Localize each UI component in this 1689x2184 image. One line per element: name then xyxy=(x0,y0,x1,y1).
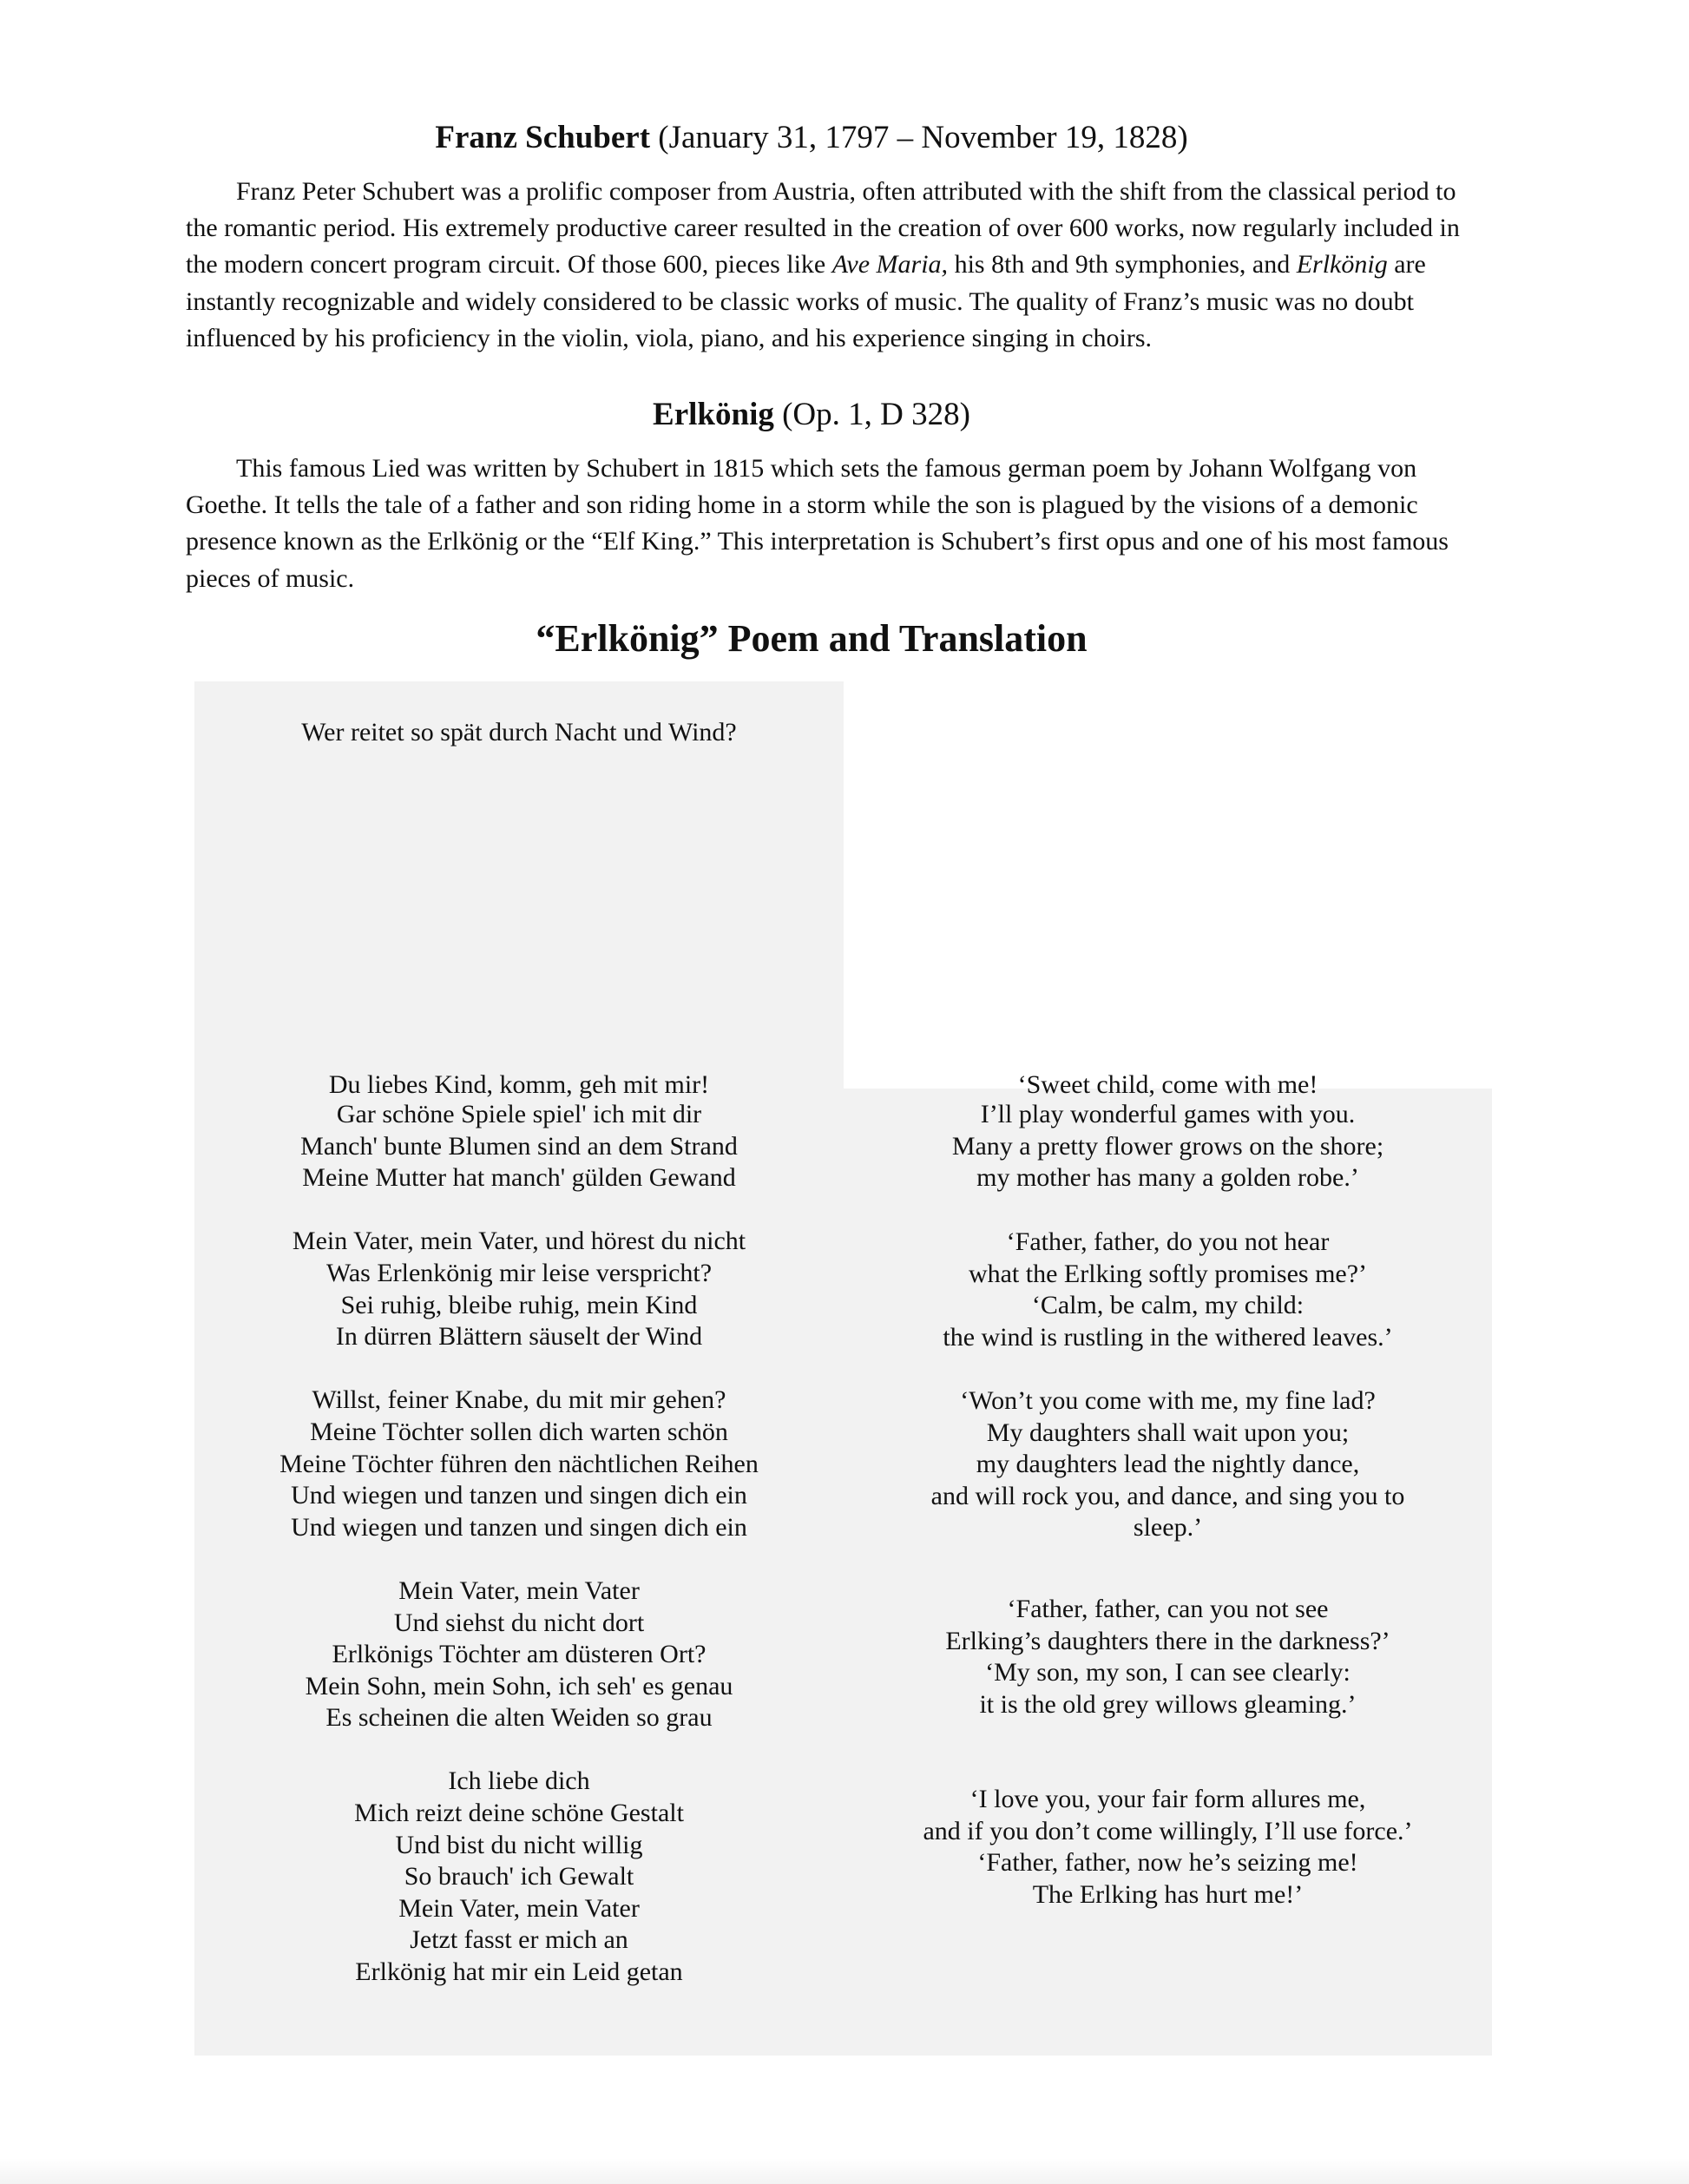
poem-line: Meine Mutter hat manch' gülden Gewand xyxy=(302,1163,736,1193)
poem-line: Willst, feiner Knabe, du mit mir gehen? xyxy=(312,1385,726,1415)
composer-name: Franz Schubert xyxy=(435,120,651,155)
poem-line: it is the old grey willows gleaming.’ xyxy=(979,1689,1357,1719)
poem-line: ‘Calm, be calm, my child: xyxy=(1031,1291,1305,1320)
poem-line: Jetzt fasst er mich an xyxy=(410,1925,628,1955)
bio-work-ave-maria: Ave Maria, xyxy=(831,250,949,280)
poem-line: Erlking’s daughters there in the darkness?’ xyxy=(945,1626,1390,1655)
poem-line: I’ll play wonderful games with you. xyxy=(980,1100,1356,1128)
bio-text-3: are instantly recognizable and widely considered to be classic works of music. The quality of Franz’s music was no doubt influenced by his proficiency in the violin, viola, piano, and his experience singing in choirs. xyxy=(186,250,1426,352)
poem-line: Und siehst du nicht dort xyxy=(393,1608,645,1637)
poem-line: Es scheinen die alten Weiden so grau xyxy=(325,1703,713,1733)
composer-dates: (January 31, 1797 – November 19, 1828) xyxy=(658,120,1188,155)
german-stanza xyxy=(194,1099,844,1194)
piece-description: This famous Lied was written by Schubert in 1815 which sets the famous german poem by Johann Wolfgang von Goethe. It tells the tale of a father and son riding home in a storm while the son is plagued by the visions of a demonic presence known as the Erlkönig or the “Elf King.” This interpretation is Schubert’s first opus and one of his most famous pieces of music. xyxy=(186,454,1449,593)
german-stanza xyxy=(194,1226,844,1352)
english-stanza-5 xyxy=(844,1784,1492,1911)
poem-line: Many a pretty flower grows on the shore; xyxy=(951,1131,1384,1161)
poem-line: ‘Father, father, now he’s seizing me! xyxy=(977,1848,1358,1878)
piece-catalog: (Op. 1, D 328) xyxy=(782,397,970,432)
german-stanza xyxy=(194,1576,844,1734)
poem-line: ‘My son, my son, I can see clearly: xyxy=(985,1658,1351,1687)
poem-line: Und wiegen und tanzen und singen dich ein xyxy=(291,1512,747,1542)
english-stanza-3 xyxy=(903,1385,1433,1544)
poem-line: Du liebes Kind, komm, geh mit mir! xyxy=(328,1070,710,1099)
bio-work-erlkonig: Erlkönig xyxy=(1296,250,1388,280)
piece-heading xyxy=(0,396,1623,434)
poem-line: The Erlking has hurt me!’ xyxy=(1032,1879,1304,1909)
page-bottom-edge xyxy=(0,2158,1689,2184)
poem-line: Mich reizt deine schöne Gestalt xyxy=(354,1799,684,1828)
poem-line: Erlkönig hat mir ein Leid getan xyxy=(355,1957,683,1987)
german-stanza xyxy=(194,1766,844,1988)
poem-line: ‘Father, father, do you not hear xyxy=(1006,1227,1330,1256)
poem-line: Und bist du nicht willig xyxy=(395,1830,643,1859)
german-first-line xyxy=(194,717,844,749)
english-stanza-2 xyxy=(844,1227,1492,1353)
composer-heading xyxy=(0,119,1623,157)
poem-section-title: “Erlkönig” Poem and Translation xyxy=(536,617,1088,660)
poem-line: Manch' bunte Blumen sind an dem Strand xyxy=(300,1131,738,1161)
german-stanza xyxy=(194,1385,844,1543)
poem-line: my daughters lead the nightly dance, xyxy=(976,1450,1360,1479)
poem-line: and will rock you, and dance, and sing you to sleep.’ xyxy=(930,1481,1405,1543)
poem-line: In dürren Blättern säuselt der Wind xyxy=(335,1322,703,1352)
poem-line: Mein Vater, mein Vater xyxy=(398,1893,640,1923)
poem-line: Meine Töchter führen den nächtlichen Reihen xyxy=(279,1449,759,1478)
poem-line: Wer reitet so spät durch Nacht und Wind? xyxy=(301,718,737,747)
piece-title: Erlkönig xyxy=(653,397,774,432)
poem-line: Gar schöne Spiele spiel' ich mit dir xyxy=(336,1100,702,1128)
poem-line: Was Erlenkönig mir leise verspricht? xyxy=(325,1258,713,1287)
poem-line: Erlkönigs Töchter am düsteren Ort? xyxy=(332,1640,706,1669)
poem-line: Ich liebe dich xyxy=(448,1766,590,1796)
poem-line: ‘Won’t you come with me, my fine lad? xyxy=(960,1386,1376,1415)
poem-line: Mein Vater, mein Vater xyxy=(398,1576,640,1605)
poem-line: what the Erlking softly promises me?’ xyxy=(968,1259,1368,1288)
poem-line: ‘I love you, your fair form allures me, xyxy=(969,1785,1366,1813)
poem-line: the wind is rustling in the withered leaves.’ xyxy=(943,1322,1393,1352)
poem-line: So brauch' ich Gewalt xyxy=(404,1862,634,1891)
poem-line: my mother has many a golden robe.’ xyxy=(976,1163,1359,1193)
poem-line: Und wiegen und tanzen und singen dich ein xyxy=(291,1481,747,1510)
poem-line: and if you don’t come willingly, I’ll use force.’ xyxy=(923,1816,1413,1845)
poem-line: Mein Vater, mein Vater, und hörest du nicht xyxy=(292,1227,746,1256)
english-stanza-1 xyxy=(844,1099,1492,1194)
poem-line: Sei ruhig, bleibe ruhig, mein Kind xyxy=(340,1290,698,1319)
poem-line: ‘Sweet child, come with me! xyxy=(1017,1070,1318,1099)
poem-line: Meine Töchter sollen dich warten schön xyxy=(310,1417,728,1446)
poem-line: My daughters shall wait upon you; xyxy=(986,1418,1350,1447)
german-column xyxy=(194,1099,844,2020)
english-stanza-4 xyxy=(844,1594,1492,1720)
bio-text-1: Franz Peter Schubert was a prolific composer from Austria, often attributed with the shift from the classical period to the romantic period. His extremely productive career resulted in the creation of over 600 works, now regularly included in the modern concert program circuit. Of those 600, pieces like xyxy=(186,177,1460,280)
composer-bio xyxy=(186,174,1492,357)
poem-line: Mein Sohn, mein Sohn, ich seh' es genau xyxy=(305,1671,733,1700)
poem-line: ‘Father, father, can you not see xyxy=(1007,1595,1329,1623)
bio-text-2: his 8th and 9th symphonies, and xyxy=(948,250,1297,280)
